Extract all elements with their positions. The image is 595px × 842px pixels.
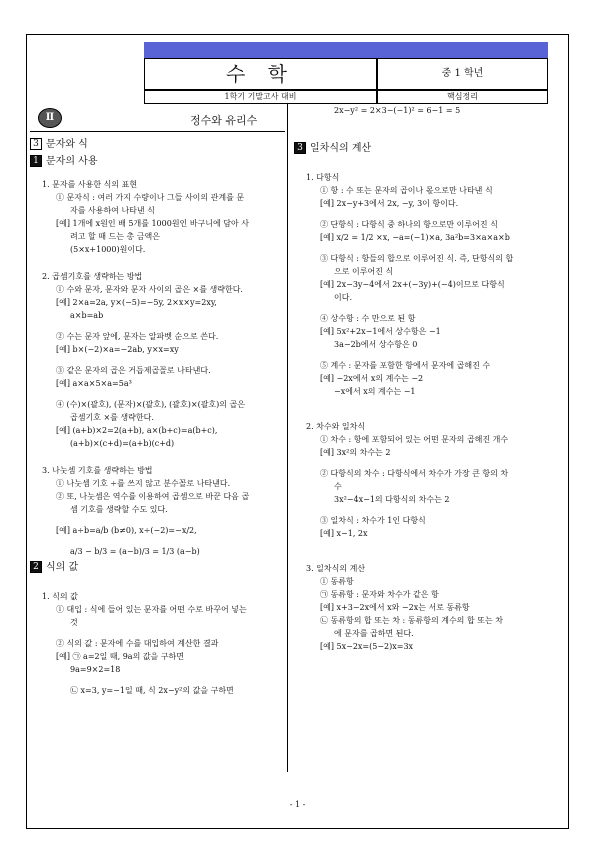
item-heading: 1. 식의 값 xyxy=(42,592,78,601)
example-line: [예] 5x−2x=(5−2)x=3x xyxy=(320,642,414,651)
text-line: ① 수와 문자, 문자와 문자 사이의 곱은 ×를 생략한다. xyxy=(56,285,243,294)
item-heading: 3. 나눗셈 기호를 생략하는 방법 xyxy=(42,466,153,475)
text-line: ① 동류항 xyxy=(320,577,354,586)
text-line: ⑤ 계수 : 문자를 포함한 항에서 문자에 곱해진 수 xyxy=(320,361,491,370)
text-line: 3x²−4x−1의 다항식의 차수는 2 xyxy=(334,495,450,504)
text-line: ② 식의 값 : 문자에 수를 대입하여 계산한 결과 xyxy=(56,639,219,648)
text-line: ㉡ 동류항의 합 또는 차 : 동류항의 계수의 합 또는 차 xyxy=(320,616,503,625)
text-line: 려고 할 때 드는 총 금액은 xyxy=(70,232,160,241)
example-line: [예] x/2 = 1/2 ×x, −a=(−1)×a, 3a²b=3×a×a×b xyxy=(320,233,510,242)
text-line: 이다. xyxy=(334,293,352,302)
text-line: (5×x+1000)원이다. xyxy=(70,245,146,254)
subsection-label: 식의 값 xyxy=(46,561,79,573)
text-line: ② 단항식 : 다항식 중 하나의 항으로만 이루어진 식 xyxy=(320,220,498,229)
text-line: ③ 일차식 : 차수가 1인 다항식 xyxy=(320,516,426,525)
exam-subtitle: 1학기 기말고사 대비 xyxy=(144,90,377,104)
text-line: a/3 − b/3 = (a−b)/3 = 1/3 (a−b) xyxy=(70,547,200,556)
text-line: 곱셈기호 ×를 생략한다. xyxy=(70,413,154,422)
text-line: ① 문자식 : 여러 가지 수량이나 그들 사이의 관계를 문 xyxy=(56,193,245,202)
section-number: 3 xyxy=(30,138,42,150)
subsection-label: 문자의 사용 xyxy=(46,155,98,167)
subject-title: 수 학 xyxy=(144,58,377,90)
example-line: [예] −2x에서 x의 계수는 −2 xyxy=(320,374,424,383)
item-heading: 2. 차수와 일차식 xyxy=(306,422,366,431)
right-column xyxy=(294,104,560,653)
item-heading: 2. 곱셈기호를 생략하는 방법 xyxy=(42,272,143,281)
section-heading xyxy=(30,136,280,152)
summary-label: 핵심정리 xyxy=(377,90,548,104)
example-line: [예] x−1, 2x xyxy=(320,529,368,538)
section-label: 문자와 식 xyxy=(46,138,88,150)
unit-title: 정수와 유리수 xyxy=(190,114,258,127)
text-line: (a+b)×(c+d)=(a+b)(c+d) xyxy=(70,439,175,448)
section-number: 3 xyxy=(294,142,306,154)
example-line: [예] a×a×5×a=5a³ xyxy=(56,379,132,388)
text-line: 에 문자를 곱하면 된다. xyxy=(334,629,414,638)
column-divider xyxy=(287,104,288,772)
example-line: [예] x+3−2x에서 x와 −2x는 서로 동류항 xyxy=(320,603,470,612)
text-line: ③ 같은 문자의 곱은 거듭제곱꼴로 나타낸다. xyxy=(56,366,211,375)
text-line: ② 다항식의 차수 : 다항식에서 차수가 가장 큰 항의 차 xyxy=(320,469,509,478)
text-line: ② 또, 나눗셈은 역수를 이용하여 곱셈으로 바꾼 다음 곱 xyxy=(56,492,250,501)
continued-equation: 2x−y² = 2×3−(−1)² = 6−1 = 5 xyxy=(334,106,461,115)
grade-label: 중 1 학년 xyxy=(377,58,548,90)
subsection-heading xyxy=(30,152,280,170)
text-line: a×b=ab xyxy=(70,311,104,320)
subsection-number: 1 xyxy=(30,155,42,167)
section-heading xyxy=(294,139,560,157)
text-line: 것 xyxy=(70,618,78,627)
text-line: 자를 사용하여 나타낸 식 xyxy=(70,206,155,215)
text-line: 셈 기호를 생략할 수도 있다. xyxy=(70,505,168,514)
text-line: ④ (수)×(괄호), (문자)×(괄호), (괄호)×(괄호)의 곱은 xyxy=(56,400,246,409)
subsection-heading xyxy=(30,558,280,576)
item-heading: 1. 다항식 xyxy=(306,173,340,182)
example-line: [예] b×(−2)×a=−2ab, y×x=xy xyxy=(56,345,179,354)
subsection-number: 2 xyxy=(30,561,42,573)
text-line: 수 xyxy=(334,482,342,491)
text-line: ① 항 : 수 또는 문자의 곱이나 몫으로만 나타낸 식 xyxy=(320,186,493,195)
unit-underline xyxy=(30,131,285,132)
example-line: [예] 5x²+2x−1에서 상수항은 −1 xyxy=(320,327,441,336)
text-line: ① 나눗셈 기호 ÷를 쓰지 않고 분수꼴로 나타낸다. xyxy=(56,479,231,488)
example-line: [예] 2x−y+3에서 2x, −y, 3이 항이다. xyxy=(320,199,459,208)
text-line: ④ 상수항 : 수 만으로 된 항 xyxy=(320,314,416,323)
text-line: −x에서 x의 계수는 −1 xyxy=(334,387,416,396)
example-line: [예] ㉠ a=2일 때, 9a의 값을 구하면 xyxy=(56,652,185,661)
example-line: [예] 1개에 x원인 배 5개를 1000원인 바구니에 담아 사 xyxy=(56,219,250,228)
text-line: ① 대입 : 식에 들어 있는 문자를 어떤 수로 바꾸어 넣는 xyxy=(56,605,247,614)
text-line: ① 차수 : 항에 포함되어 있는 어떤 문자의 곱해진 개수 xyxy=(320,435,509,444)
example-line: [예] 2x−3y−4에서 2x+(−3y)+(−4)이므로 다항식 xyxy=(320,280,505,289)
text-line: ㉡ x=3, y=−1일 때, 식 2x−y²의 값을 구하면 xyxy=(70,686,234,695)
item-heading: 3. 일차식의 계산 xyxy=(306,564,366,573)
text-line: ㉠ 동류항 : 문자와 차수가 같은 항 xyxy=(320,590,439,599)
example-line: [예] 3x²의 차수는 2 xyxy=(320,448,391,457)
text-line: 으로 이루어진 식 xyxy=(334,267,394,276)
header-color-bar xyxy=(144,42,548,58)
example-line: [예] (a+b)×2=2(a+b), a×(b+c)=a(b+c), xyxy=(56,426,218,435)
unit-header xyxy=(30,106,280,128)
example-line: [예] a÷b=a/b (b≠0), x÷(−2)=−x/2, xyxy=(56,526,197,535)
example-line: [예] 2×a=2a, y×(−5)=−5y, 2×x×y=2xy, xyxy=(56,298,217,307)
text-line: ③ 다항식 : 항들의 합으로 이루어진 식. 즉, 단항식의 합 xyxy=(320,254,514,263)
page-number: - 1 - xyxy=(289,800,306,809)
left-column xyxy=(30,106,280,697)
text-line: 3a−2b에서 상수항은 0 xyxy=(334,340,418,349)
text-line: ② 수는 문자 앞에, 문자는 알파벳 순으로 쓴다. xyxy=(56,332,219,341)
unit-number-badge: Ⅱ xyxy=(38,108,62,128)
item-heading: 1. 문자를 사용한 식의 표현 xyxy=(42,180,138,189)
section-label: 일차식의 계산 xyxy=(310,142,372,154)
text-line: 9a=9×2=18 xyxy=(70,665,121,674)
